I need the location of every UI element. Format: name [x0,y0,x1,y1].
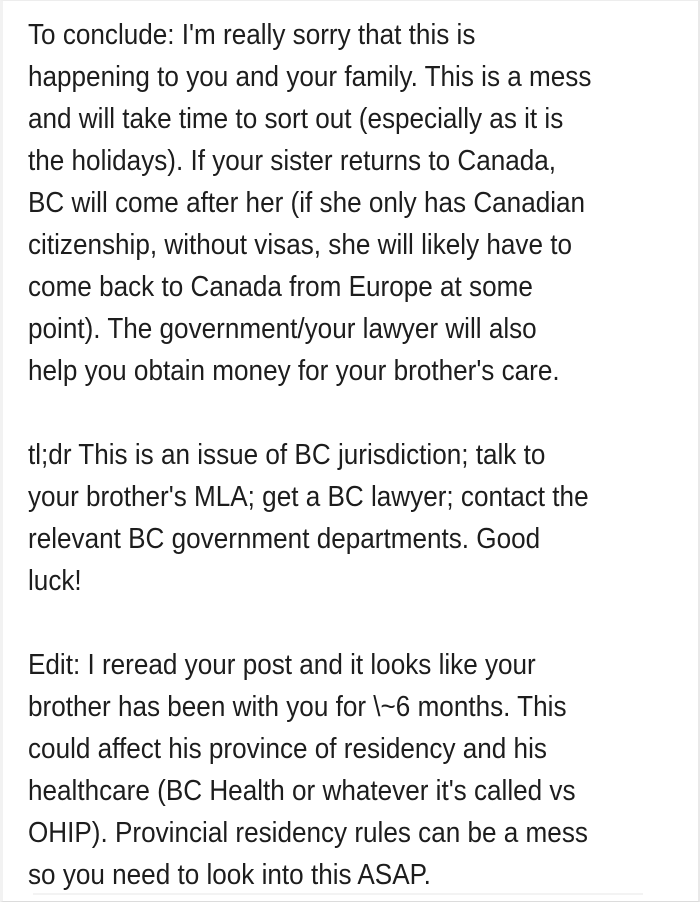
text-line: so you need to look into this ASAP. [28,859,431,891]
text-line: help you obtain money for your brother's care. [28,355,560,387]
text-line: the holidays). If your sister returns to Canada, [28,145,557,177]
divider [33,893,643,895]
text-line: BC will come after her (if she only has Canadian [28,187,586,219]
text-line: brother has been with you for \~6 months. This [28,691,567,723]
text-line: relevant BC government departments. Good [28,523,541,555]
text-line: and will take time to sort out (especially as it is [28,103,564,135]
text-line: healthcare (BC Health or whatever it's called vs [28,775,576,807]
text-line: could affect his province of residency and his [28,733,547,765]
text-line: citizenship, without visas, she will likely have to [28,229,572,261]
paragraph-edit [28,644,698,896]
text-line: Edit: I reread your post and it looks like your [28,649,536,681]
text-line: tl;dr This is an issue of BC jurisdiction; talk to [28,439,546,471]
paragraph-tldr [28,434,698,602]
text-line: OHIP). Provincial residency rules can be a mess [28,817,588,849]
comment-text-body [28,14,698,896]
text-line: your brother's MLA; get a BC lawyer; contact the [28,481,589,513]
text-line: luck! [28,565,82,597]
text-line: point). The government/your lawyer will also [28,313,537,345]
text-line: happening to you and your family. This is a mess [28,61,592,93]
text-line: come back to Canada from Europe at some [28,271,533,303]
paragraph-conclusion [28,14,698,392]
text-line: To conclude: I'm really sorry that this is [28,19,476,51]
